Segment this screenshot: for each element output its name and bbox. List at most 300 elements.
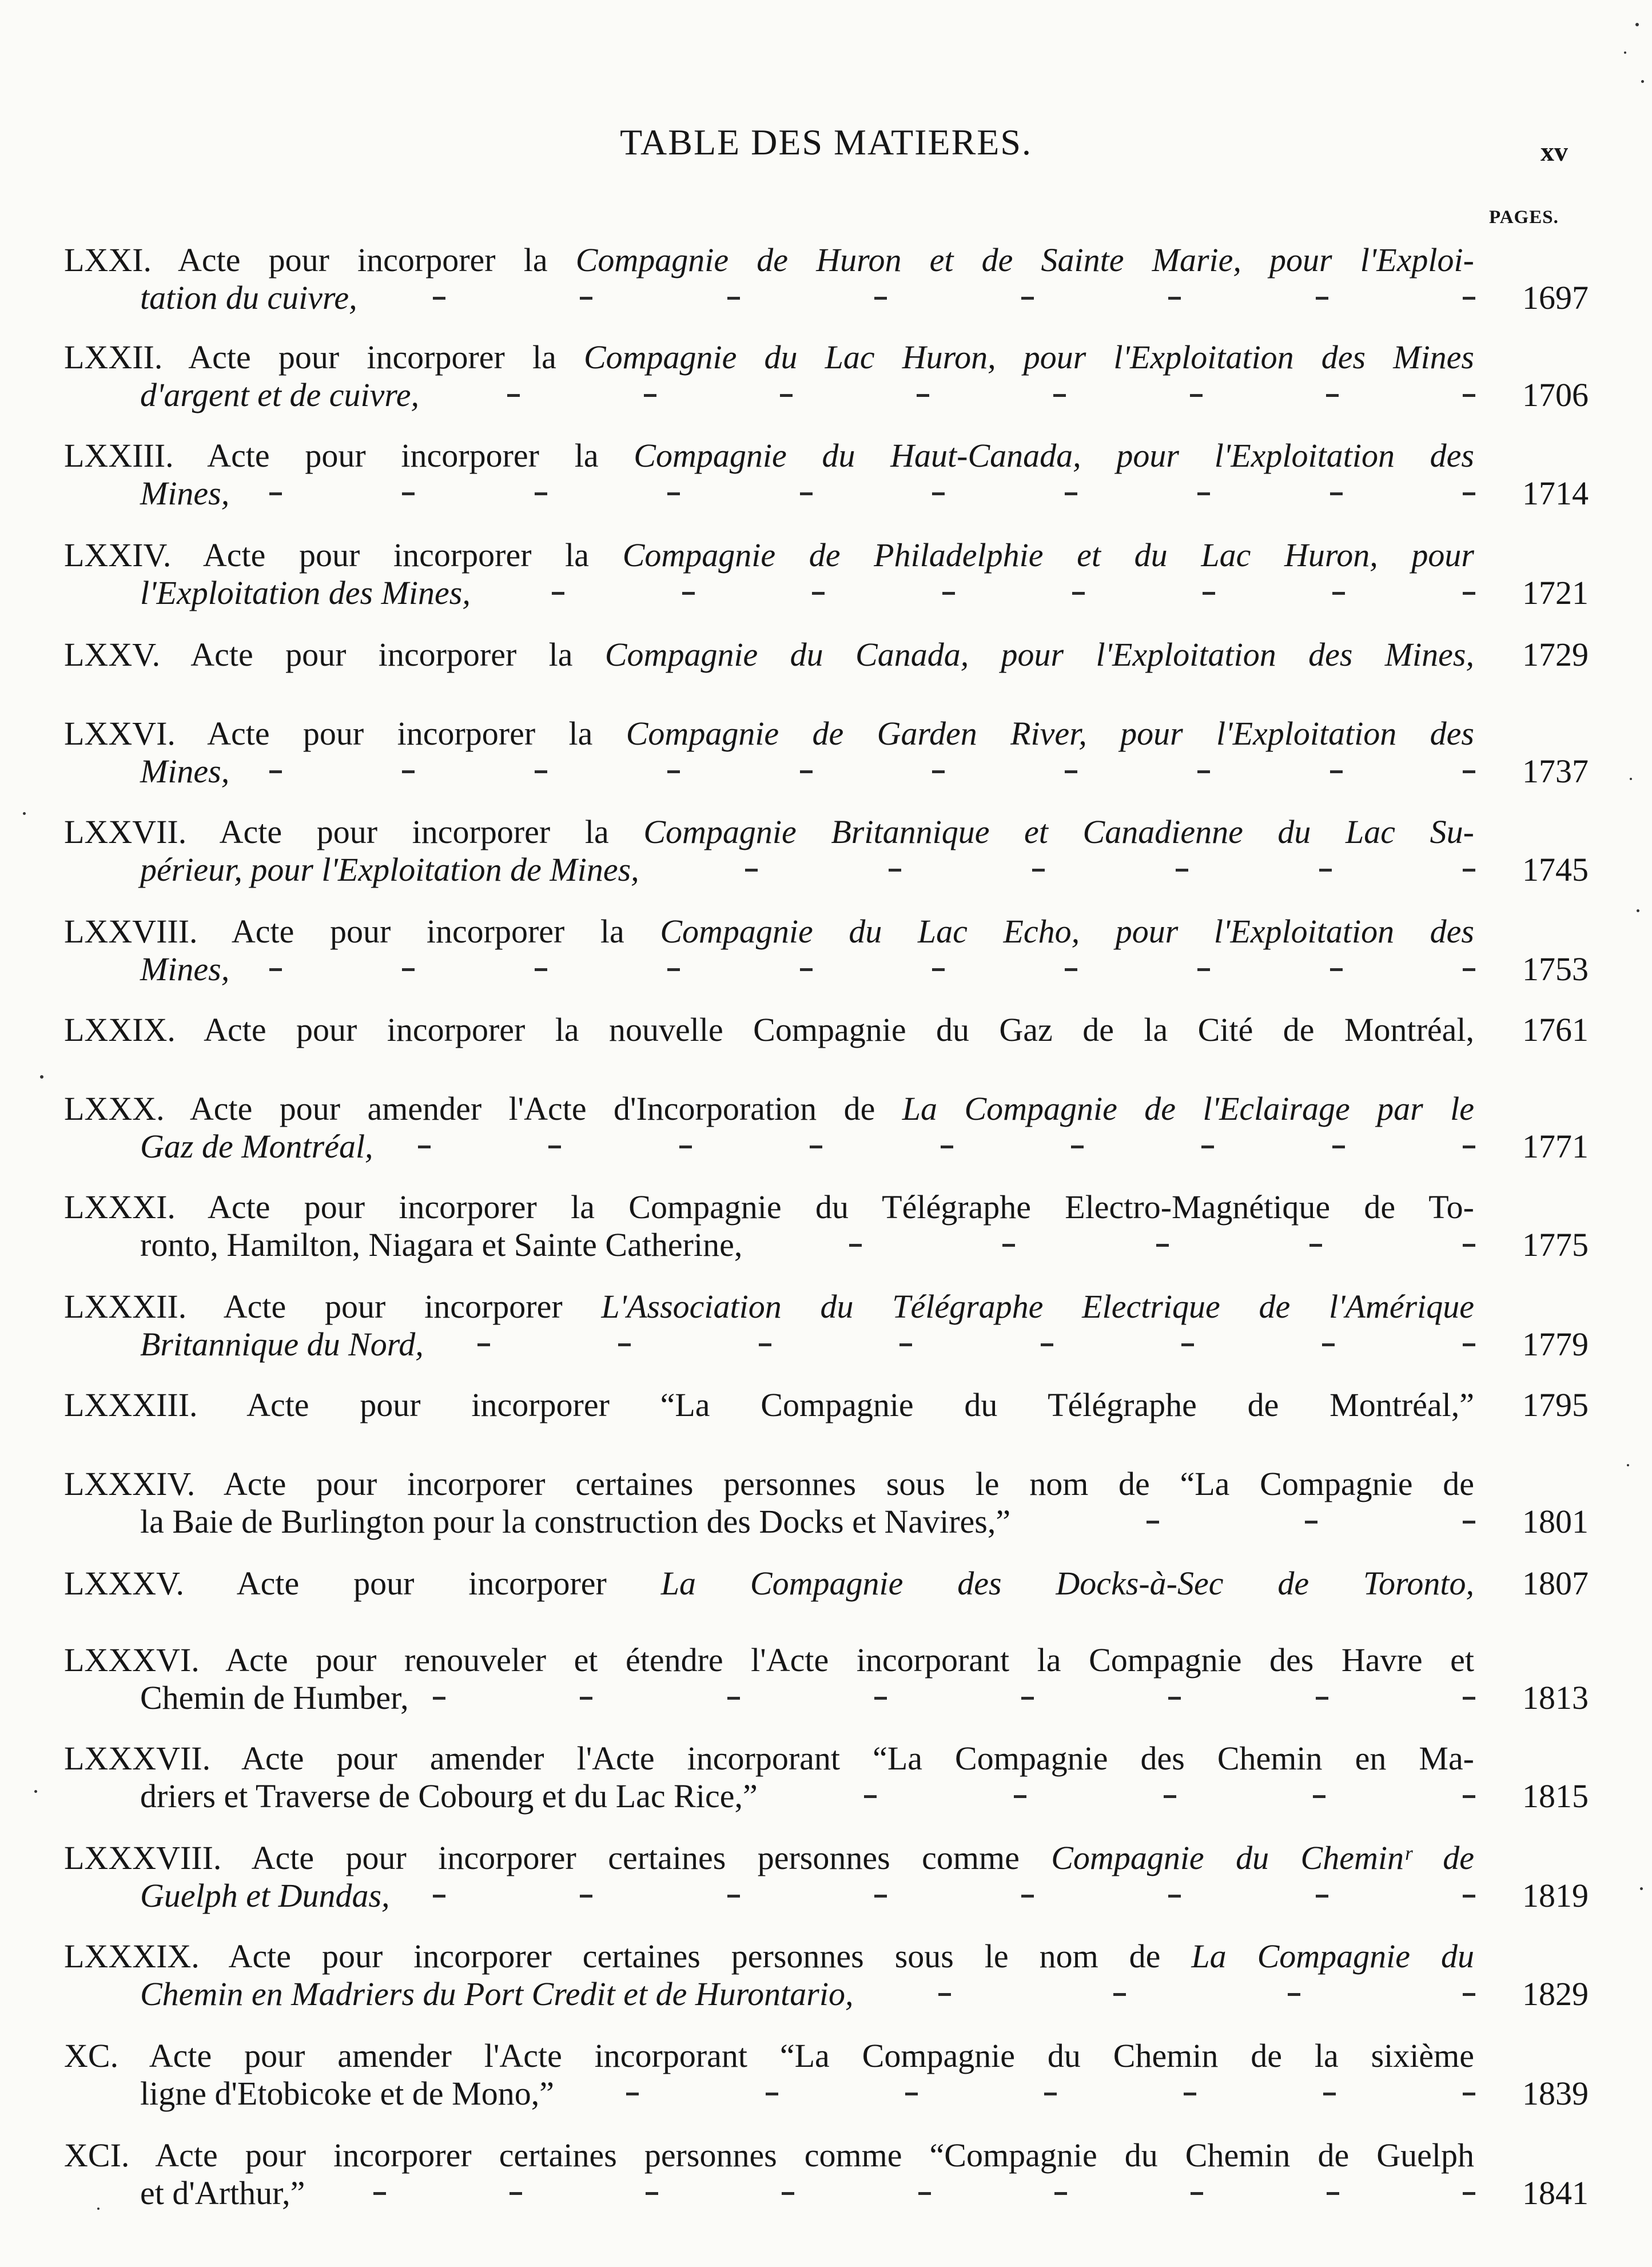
leader-dash bbox=[932, 492, 945, 495]
leader-dash bbox=[580, 1895, 592, 1898]
entry-continuation bbox=[140, 949, 229, 989]
act-number: LXXIV. bbox=[64, 536, 172, 574]
description-continued: driers et Traverse de Cobourg et du Lac Rice,” bbox=[140, 1777, 758, 1815]
entry-continuation bbox=[140, 1502, 1010, 1542]
leader-dash bbox=[1065, 770, 1077, 773]
leader-dash bbox=[874, 1697, 887, 1700]
entry-first-line bbox=[0, 1464, 1652, 1504]
print-speck bbox=[1637, 909, 1639, 912]
leader-dash bbox=[727, 297, 740, 300]
page-reference: 1737 bbox=[1522, 753, 1589, 790]
leader-dash bbox=[667, 770, 680, 773]
entry-continuation-line bbox=[0, 573, 1652, 613]
entry-first-line bbox=[0, 535, 1652, 575]
page-reference: 1775 bbox=[1522, 1226, 1589, 1263]
page-reference: 1819 bbox=[1522, 1877, 1589, 1914]
leader-dash bbox=[1044, 2093, 1057, 2095]
leader-dash bbox=[1197, 492, 1210, 495]
page-reference: 1829 bbox=[1522, 1975, 1589, 2013]
act-number: LXXIII. bbox=[64, 437, 174, 474]
act-number: LXXXVIII. bbox=[64, 1839, 222, 1876]
leader-dash bbox=[618, 1343, 631, 1346]
entry-title bbox=[64, 912, 1474, 952]
dot-leader bbox=[864, 1776, 1475, 1816]
entry-first-line bbox=[0, 337, 1652, 377]
act-description: Acte pour incorporer la bbox=[186, 813, 644, 850]
entry-continuation bbox=[140, 1776, 758, 1816]
leader-dash bbox=[1190, 394, 1203, 397]
entry-title bbox=[64, 1089, 1474, 1129]
dot-leader bbox=[433, 1678, 1475, 1718]
act-description: Acte pour incorporer certaines personnes sous le nom de bbox=[199, 1938, 1192, 1975]
act-description: Acte pour amender l'Acte incorporant “La Compagnie du Chemin de la sixième bbox=[118, 2037, 1474, 2074]
dot-leader bbox=[433, 278, 1475, 318]
leader-dash bbox=[535, 492, 547, 495]
company-name: Compagnie de Philadelphie et du Lac Huron, pour bbox=[622, 536, 1474, 574]
leader-dash bbox=[1316, 1697, 1328, 1700]
page-reference: 1714 bbox=[1522, 475, 1589, 512]
page-reference: 1745 bbox=[1522, 851, 1589, 888]
entry-first-line bbox=[0, 2036, 1652, 2076]
leader-dash bbox=[1323, 2093, 1336, 2095]
dot-leader bbox=[849, 1225, 1475, 1265]
act-number: LXXXIX. bbox=[64, 1938, 200, 1975]
entry-continuation-line bbox=[0, 1876, 1652, 1916]
entry-continuation bbox=[140, 751, 229, 792]
leader-dash bbox=[667, 968, 680, 971]
print-speck bbox=[23, 812, 26, 815]
act-number: LXXXVII. bbox=[64, 1740, 211, 1777]
entry-first-line bbox=[0, 1010, 1652, 1050]
leader-dash bbox=[1065, 492, 1077, 495]
leader-dash bbox=[1330, 492, 1343, 495]
leader-dash bbox=[1181, 1343, 1194, 1346]
leader-dash bbox=[1021, 1697, 1034, 1700]
leader-dash bbox=[727, 1895, 740, 1898]
entry-first-line bbox=[0, 1640, 1652, 1680]
entry-first-line bbox=[0, 635, 1652, 675]
leader-dash bbox=[1463, 1521, 1475, 1524]
leader-dash bbox=[1156, 1244, 1169, 1247]
dot-leader bbox=[269, 751, 1475, 792]
entry-title bbox=[64, 2036, 1474, 2076]
act-description: Acte pour renouveler et étendre l'Acte incorporant la Compagnie des Havre et bbox=[199, 1641, 1474, 1679]
entry-title bbox=[64, 812, 1474, 852]
entry-continuation bbox=[140, 1127, 373, 1167]
dot-leader bbox=[552, 573, 1475, 613]
dot-leader bbox=[418, 1127, 1475, 1167]
leader-dash bbox=[874, 1895, 887, 1898]
print-speck bbox=[1635, 23, 1639, 26]
leader-dash bbox=[1147, 1521, 1159, 1524]
description-continued: ronto, Hamilton, Niagara et Sainte Catherine, bbox=[140, 1226, 743, 1263]
leader-dash bbox=[1164, 1795, 1176, 1798]
leader-dash bbox=[780, 394, 793, 397]
leader-dash bbox=[269, 770, 282, 773]
entry-first-line bbox=[0, 1385, 1652, 1425]
leader-dash bbox=[433, 1697, 445, 1700]
leader-dash bbox=[477, 1343, 490, 1346]
leader-dash bbox=[918, 2192, 931, 2195]
leader-dash bbox=[1168, 1697, 1181, 1700]
entry-continuation bbox=[140, 278, 357, 318]
company-name: Compagnie Britannique et Canadienne du Lac Su- bbox=[643, 813, 1474, 850]
entry-title bbox=[64, 1010, 1474, 1050]
leader-dash bbox=[1463, 1697, 1475, 1700]
leader-dash bbox=[552, 592, 564, 595]
leader-dash bbox=[1463, 592, 1475, 595]
act-number: LXXVI. bbox=[64, 715, 176, 752]
print-speck bbox=[1627, 1464, 1629, 1466]
act-description: Acte pour incorporer la bbox=[162, 339, 584, 376]
print-speck bbox=[1641, 80, 1644, 83]
entry-continuation-line bbox=[0, 949, 1652, 989]
leader-dash bbox=[899, 1343, 912, 1346]
entry-continuation bbox=[140, 1678, 409, 1718]
company-name: Compagnie du Lac Huron, pour l'Exploitation des Mines bbox=[583, 339, 1474, 376]
leader-dash bbox=[812, 592, 825, 595]
leader-dash bbox=[1463, 869, 1475, 872]
leader-dash bbox=[759, 1343, 771, 1346]
dot-leader bbox=[433, 1876, 1475, 1916]
entry-continuation bbox=[140, 474, 229, 514]
leader-dash bbox=[1203, 592, 1215, 595]
leader-dash bbox=[1463, 968, 1475, 971]
leader-dash bbox=[1176, 869, 1188, 872]
company-name: L'Association du Télégraphe Electrique de l'Amérique bbox=[601, 1288, 1475, 1325]
leader-dash bbox=[402, 770, 415, 773]
company-name-continued: d'argent et de cuivre, bbox=[140, 376, 420, 413]
leader-dash bbox=[1014, 1795, 1026, 1798]
leader-dash bbox=[1054, 2192, 1067, 2195]
print-speck bbox=[1640, 1887, 1643, 1890]
leader-dash bbox=[917, 394, 929, 397]
leader-dash bbox=[864, 1795, 877, 1798]
leader-dash bbox=[1463, 2192, 1475, 2195]
entry-continuation-line bbox=[0, 1678, 1652, 1718]
page-reference: 1761 bbox=[1522, 1011, 1589, 1048]
leader-dash bbox=[433, 297, 445, 300]
act-description: Acte pour incorporer certaines personnes comme bbox=[221, 1839, 1052, 1876]
act-number: LXXXIV. bbox=[64, 1465, 196, 1502]
company-name: Compagnie du Cheminʳ de bbox=[1051, 1839, 1474, 1876]
dot-leader bbox=[373, 2173, 1475, 2213]
leader-dash bbox=[1197, 968, 1210, 971]
leader-dash bbox=[1463, 2093, 1475, 2095]
entry-continuation-line bbox=[0, 474, 1652, 514]
company-name-continued: Mines, bbox=[140, 950, 230, 988]
leader-dash bbox=[1463, 1343, 1475, 1346]
act-number: LXXVII. bbox=[64, 813, 187, 850]
print-speck bbox=[1630, 778, 1632, 780]
leader-dash bbox=[1305, 1521, 1317, 1524]
entry-continuation-line bbox=[0, 850, 1652, 890]
leader-dash bbox=[1332, 592, 1345, 595]
entry-title bbox=[64, 635, 1474, 675]
dot-leader bbox=[477, 1325, 1475, 1365]
entry-first-line bbox=[0, 1187, 1652, 1227]
leader-dash bbox=[1322, 1343, 1335, 1346]
leader-dash bbox=[1319, 869, 1332, 872]
act-number: LXXXI. bbox=[64, 1188, 176, 1226]
leader-dash bbox=[509, 2192, 522, 2195]
leader-dash bbox=[766, 2093, 778, 2095]
leader-dash bbox=[727, 1697, 740, 1700]
entry-title bbox=[64, 1640, 1474, 1680]
leader-dash bbox=[1184, 2093, 1196, 2095]
leader-dash bbox=[1463, 1993, 1475, 1996]
leader-dash bbox=[1288, 1993, 1300, 1996]
entry-continuation-line bbox=[0, 2173, 1652, 2213]
leader-dash bbox=[1053, 394, 1066, 397]
entry-continuation-line bbox=[0, 1776, 1652, 1816]
leader-dash bbox=[1463, 1244, 1475, 1247]
entry-title bbox=[64, 1464, 1474, 1504]
act-number: LXXX. bbox=[64, 1090, 165, 1127]
leader-dash bbox=[535, 968, 547, 971]
company-name: La Compagnie de l'Eclairage par le bbox=[902, 1090, 1474, 1127]
entry-continuation bbox=[140, 573, 471, 613]
dot-leader bbox=[269, 474, 1475, 514]
act-description: Acte pour incorporer “La Compagnie du Télégraphe de Montréal,” bbox=[197, 1386, 1474, 1423]
act-number: LXXXV. bbox=[64, 1565, 184, 1602]
leader-dash bbox=[1041, 1343, 1053, 1346]
leader-dash bbox=[1168, 1895, 1181, 1898]
page-reference: 1795 bbox=[1522, 1386, 1589, 1423]
leader-dash bbox=[667, 492, 680, 495]
leader-dash bbox=[644, 394, 656, 397]
leader-dash bbox=[941, 1146, 953, 1148]
company-name: Compagnie du Lac Echo, pour l'Exploitation des bbox=[660, 913, 1474, 950]
leader-dash bbox=[418, 1146, 431, 1148]
leader-dash bbox=[1332, 1146, 1345, 1148]
leader-dash bbox=[433, 1895, 445, 1898]
entry-continuation bbox=[140, 850, 639, 890]
entry-title bbox=[64, 1936, 1474, 1976]
leader-dash bbox=[1065, 968, 1077, 971]
entry-title bbox=[64, 240, 1474, 280]
entry-first-line bbox=[0, 1739, 1652, 1779]
act-number: LXXV. bbox=[64, 636, 161, 673]
leader-dash bbox=[1463, 1146, 1475, 1148]
entry-continuation-line bbox=[0, 278, 1652, 318]
act-description: Acte pour incorporer la bbox=[171, 536, 623, 574]
page-reference: 1779 bbox=[1522, 1326, 1589, 1363]
leader-dash bbox=[1002, 1244, 1015, 1247]
entry-continuation bbox=[140, 1325, 424, 1365]
act-number: XCI. bbox=[64, 2137, 130, 2174]
leader-dash bbox=[402, 492, 415, 495]
leader-dash bbox=[646, 2192, 658, 2195]
print-speck bbox=[34, 1790, 37, 1793]
leader-dash bbox=[402, 968, 415, 971]
leader-dash bbox=[1313, 1795, 1325, 1798]
entry-continuation bbox=[140, 1876, 390, 1916]
page-reference: 1729 bbox=[1522, 636, 1589, 673]
leader-dash bbox=[810, 1146, 822, 1148]
act-description: Acte pour incorporer certaines personnes comme “Compagnie du Chemin de Guelph bbox=[129, 2137, 1474, 2174]
company-name: Compagnie du Canada, pour l'Exploitation des Mines, bbox=[604, 636, 1474, 673]
leader-dash bbox=[682, 592, 695, 595]
company-name: La Compagnie du bbox=[1191, 1938, 1474, 1975]
leader-dash bbox=[269, 492, 282, 495]
leader-dash bbox=[507, 394, 520, 397]
leader-dash bbox=[1463, 394, 1475, 397]
company-name-continued: Britannique du Nord, bbox=[140, 1326, 424, 1363]
company-name: Compagnie de Garden River, pour l'Exploitation des bbox=[626, 715, 1474, 752]
company-name-continued: Gaz de Montréal, bbox=[140, 1128, 373, 1165]
act-description: Acte pour incorporer la Compagnie du Télégraphe Electro-Magnétique de To- bbox=[175, 1188, 1474, 1226]
page-number: xv bbox=[1540, 137, 1568, 167]
page-reference: 1801 bbox=[1522, 1503, 1589, 1540]
act-description: Acte pour incorporer la bbox=[160, 636, 605, 673]
act-description: Acte pour incorporer la bbox=[173, 437, 634, 474]
description-continued: et d'Arthur,” bbox=[140, 2174, 305, 2212]
description-continued: la Baie de Burlington pour la construction des Docks et Navires,” bbox=[140, 1503, 1011, 1540]
dot-leader bbox=[938, 1974, 1475, 2014]
leader-dash bbox=[800, 770, 813, 773]
leader-dash bbox=[1316, 297, 1328, 300]
page-reference: 1697 bbox=[1522, 279, 1589, 316]
leader-dash bbox=[1168, 297, 1181, 300]
entry-first-line bbox=[0, 1089, 1652, 1129]
leader-dash bbox=[1021, 1895, 1034, 1898]
leader-dash bbox=[1463, 770, 1475, 773]
act-number: LXXII. bbox=[64, 339, 163, 376]
leader-dash bbox=[679, 1146, 692, 1148]
leader-dash bbox=[1021, 297, 1034, 300]
entry-first-line bbox=[0, 812, 1652, 852]
print-speck bbox=[40, 1075, 43, 1079]
dot-leader bbox=[1147, 1502, 1475, 1542]
act-description: Acte pour incorporer certaines personnes sous le nom de “La Compagnie de bbox=[195, 1465, 1474, 1502]
act-description: Acte pour incorporer la nouvelle Compagnie du Gaz de la Cité de Montréal, bbox=[175, 1011, 1474, 1048]
running-title: TABLE DES MATIERES. bbox=[620, 122, 1032, 162]
entry-title bbox=[64, 1287, 1474, 1327]
entry-title bbox=[64, 1187, 1474, 1227]
leader-dash bbox=[1032, 869, 1045, 872]
page-reference: 1839 bbox=[1522, 2075, 1589, 2112]
entry-continuation-line bbox=[0, 751, 1652, 792]
leader-dash bbox=[1330, 968, 1343, 971]
dot-leader bbox=[745, 850, 1475, 890]
leader-dash bbox=[800, 492, 813, 495]
act-description: Acte pour amender l'Acte d'Incorporation de bbox=[164, 1090, 902, 1127]
company-name-continued: l'Exploitation des Mines, bbox=[140, 574, 471, 611]
leader-dash bbox=[932, 770, 945, 773]
entry-continuation-line bbox=[0, 1974, 1652, 2014]
entry-continuation-line bbox=[0, 375, 1652, 415]
entry-continuation bbox=[140, 375, 419, 415]
leader-dash bbox=[782, 2192, 794, 2195]
entry-title bbox=[64, 436, 1474, 476]
leader-dash bbox=[580, 297, 592, 300]
entry-title bbox=[64, 1739, 1474, 1779]
leader-dash bbox=[373, 2192, 386, 2195]
entry-continuation bbox=[140, 2074, 554, 2114]
leader-dash bbox=[1201, 1146, 1214, 1148]
leader-dash bbox=[1327, 2192, 1339, 2195]
entry-first-line bbox=[0, 1936, 1652, 1976]
company-name-continued: Mines, bbox=[140, 475, 230, 512]
description-continued: Chemin de Humber, bbox=[140, 1679, 409, 1716]
leader-dash bbox=[1309, 1244, 1322, 1247]
leader-dash bbox=[849, 1244, 862, 1247]
leader-dash bbox=[535, 770, 547, 773]
page-reference: 1841 bbox=[1522, 2174, 1589, 2212]
act-description: Acte pour amender l'Acte incorporant “La Compagnie des Chemin en Ma- bbox=[210, 1740, 1474, 1777]
leader-dash bbox=[1191, 2192, 1203, 2195]
page-reference: 1721 bbox=[1522, 574, 1589, 611]
page-reference: 1813 bbox=[1522, 1679, 1589, 1716]
description-continued: ligne d'Etobicoke et de Mono,” bbox=[140, 2075, 554, 2112]
entry-continuation-line bbox=[0, 1325, 1652, 1365]
company-name-continued: Mines, bbox=[140, 753, 230, 790]
entry-continuation-line bbox=[0, 1127, 1652, 1167]
entry-first-line bbox=[0, 1838, 1652, 1878]
leader-dash bbox=[580, 1697, 592, 1700]
entry-continuation bbox=[140, 1974, 853, 2014]
entry-first-line bbox=[0, 714, 1652, 754]
company-name: Compagnie du Haut-Canada, pour l'Exploitation des bbox=[634, 437, 1474, 474]
leader-dash bbox=[1326, 394, 1339, 397]
entry-title bbox=[64, 714, 1474, 754]
pages-column-label: PAGES. bbox=[1489, 207, 1559, 228]
act-description: Acte pour incorporer bbox=[186, 1288, 602, 1325]
leader-dash bbox=[1330, 770, 1343, 773]
entry-continuation bbox=[140, 1225, 742, 1265]
entry-first-line bbox=[0, 1564, 1652, 1604]
act-number: LXXVIII. bbox=[64, 913, 198, 950]
leader-dash bbox=[1463, 1795, 1475, 1798]
leader-dash bbox=[548, 1146, 561, 1148]
dot-leader bbox=[269, 949, 1475, 989]
print-speck bbox=[1624, 51, 1626, 54]
company-name: La Compagnie des Docks-à-Sec de Toronto, bbox=[660, 1565, 1474, 1602]
company-name-continued: Guelph et Dundas, bbox=[140, 1877, 390, 1914]
leader-dash bbox=[889, 869, 901, 872]
leader-dash bbox=[938, 1993, 951, 1996]
leader-dash bbox=[1113, 1993, 1126, 1996]
act-description: Acte pour incorporer bbox=[184, 1565, 661, 1602]
leader-dash bbox=[800, 968, 813, 971]
entry-first-line bbox=[0, 2135, 1652, 2175]
act-description: Acte pour incorporer la bbox=[152, 241, 576, 279]
page-reference: 1807 bbox=[1522, 1565, 1589, 1602]
act-number: LXXXIII. bbox=[64, 1386, 198, 1423]
entry-continuation bbox=[140, 2173, 305, 2213]
page-reference: 1753 bbox=[1522, 950, 1589, 988]
company-name: Compagnie de Huron et de Sainte Marie, pour l'Exploi- bbox=[575, 241, 1474, 279]
print-speck bbox=[97, 2208, 99, 2210]
dot-leader bbox=[626, 2074, 1475, 2114]
act-number: XC. bbox=[64, 2037, 119, 2074]
leader-dash bbox=[1072, 592, 1085, 595]
act-number: LXXI. bbox=[64, 241, 152, 279]
leader-dash bbox=[1463, 297, 1475, 300]
leader-dash bbox=[905, 2093, 918, 2095]
entry-title bbox=[64, 2135, 1474, 2175]
entry-title bbox=[64, 1385, 1474, 1425]
company-name-continued: périeur, pour l'Exploitation de Mines, bbox=[140, 851, 639, 888]
leader-dash bbox=[874, 297, 887, 300]
entry-title bbox=[64, 337, 1474, 377]
page-reference: 1815 bbox=[1522, 1777, 1589, 1815]
entry-title bbox=[64, 535, 1474, 575]
dot-leader bbox=[507, 375, 1475, 415]
leader-dash bbox=[1197, 770, 1210, 773]
page-reference: 1771 bbox=[1522, 1128, 1589, 1165]
